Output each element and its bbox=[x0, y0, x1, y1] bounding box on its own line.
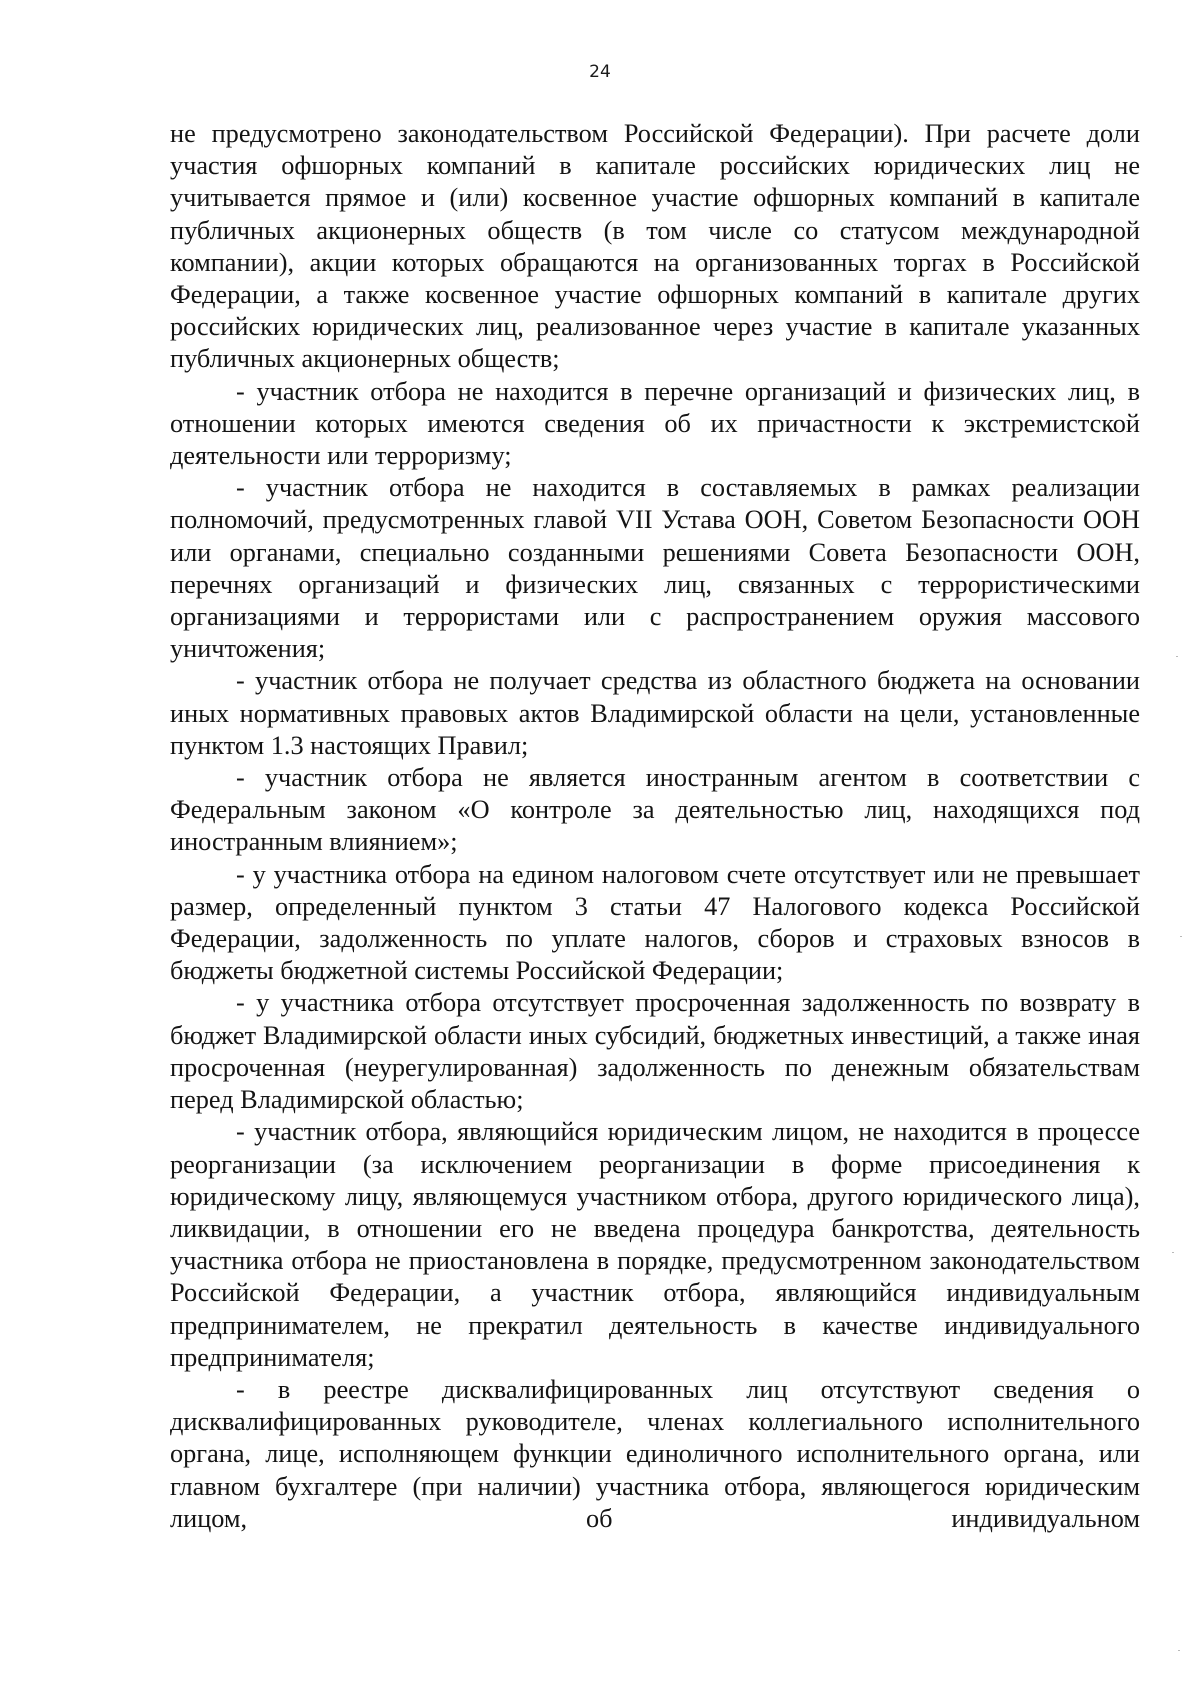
paragraph-disqualified-persons: - в реестре дисквалифицированных лиц отсутствуют сведения о дисквалифицированных руководителе, членах коллегиального исполнительного органа, лице, исполняющем функции единоличного исполнительного органа, или главном бухгалтере (при наличии) участника отбора, являющегося юридическим лицом, об индивидуальном bbox=[170, 1374, 1140, 1533]
paragraph-reorganization-bankruptcy: - участник отбора, являющийся юридическим лицом, не находится в процессе реорганизации (за исключением реорганизации в форме присоединения к юридическому лицу, являющемуся участником отбора, другого юридического лица), ликвидации, в отношении его не введена процедура банкротства, деятельность участника отбора не приостановлена в порядке, предусмотренном законодательством Российской Федерации, а участник отбора, являющийся индивидуальным предпринимателем, не прекратил деятельность в качестве индивидуального предпринимателя; bbox=[170, 1117, 1140, 1372]
paragraph-un-sanctions-list: - участник отбора не находится в составляемых в рамках реализации полномочий, предусмотренных главой VII Устава ООН, Советом Безопасности ООН или органами, специально созданными решениями Совета Безопасности ООН, перечнях организаций и физических лиц, связанных с террористическими организациями и террористами или с распространением оружия массового уничтожения; bbox=[170, 473, 1140, 664]
paragraph-regional-budget-funds: - участник отбора не получает средства из областного бюджета на основании иных нормативных правовых актов Владимирской области на цели, установленные пунктом 1.3 настоящих Правил; bbox=[170, 666, 1140, 760]
paragraph-overdue-debt: - у участника отбора отсутствует просроченная задолженность по возврату в бюджет Владимирской области иных субсидий, бюджетных инвестиций, а также иная просроченная (неурегулированная) задолженность по денежным обязательствам перед Владимирской областью; bbox=[170, 988, 1140, 1115]
paragraph-foreign-agent: - участник отбора не является иностранным агентом в соответствии с Федеральным законом «О контроле за деятельностью лиц, находящихся под иностранным влиянием»; bbox=[170, 763, 1140, 857]
document-body bbox=[170, 118, 1140, 1535]
paragraph-extremism-list: - участник отбора не находится в перечне организаций и физических лиц, в отношении которых имеются сведения об их причастности к экстремистской деятельности или терроризму; bbox=[170, 376, 1140, 471]
scan-speck bbox=[1176, 656, 1178, 657]
scan-speck bbox=[1178, 1650, 1180, 1651]
scan-speck bbox=[1180, 936, 1182, 937]
scan-speck bbox=[1172, 1252, 1174, 1253]
page-number: 24 bbox=[589, 62, 611, 82]
paragraph-offshore-participation: не предусмотрено законодательством Российской Федерации). При расчете доли участия офшорных компаний в капитале российских юридических лиц не учитывается прямое и (или) косвенное участие офшорных компаний в капитале публичных акционерных обществ (в том числе со статусом международной компании), акции которых обращаются на организованных торгах в Российской Федерации, а также косвенное участие офшорных компаний в капитале других российских юридических лиц, реализованное через участие в капитале указанных публичных акционерных обществ; bbox=[170, 119, 1140, 374]
paragraph-tax-debt: - у участника отбора на едином налоговом счете отсутствует или не превышает размер, определенный пунктом 3 статьи 47 Налогового кодекса Российской Федерации, задолженность по уплате налогов, сборов и страховых взносов в бюджеты бюджетной системы Российской Федерации; bbox=[170, 859, 1140, 986]
